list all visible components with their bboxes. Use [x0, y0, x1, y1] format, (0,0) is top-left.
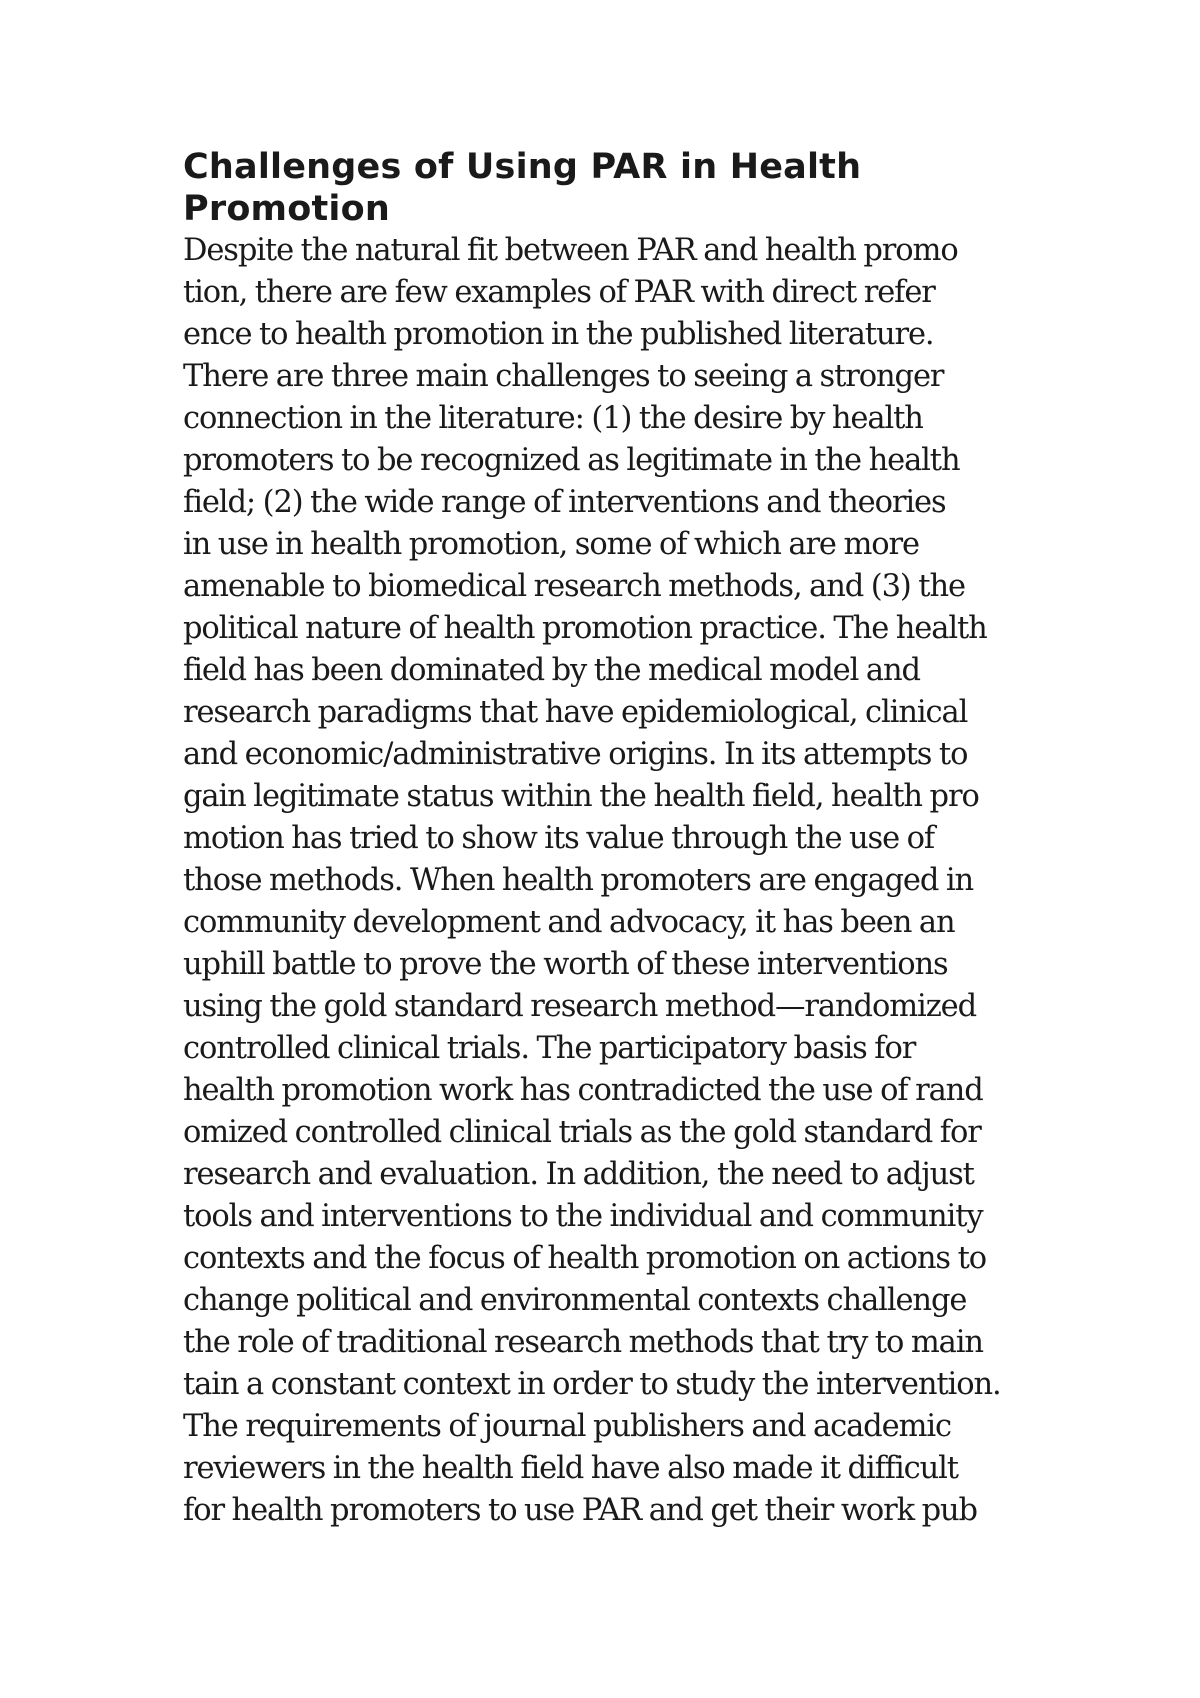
document-content	[183, 146, 1023, 1532]
text-line: and economic/administrative origins. In its attempts to	[183, 737, 968, 772]
text-line: the role of traditional research methods that try to main	[183, 1325, 983, 1360]
text-line: contexts and the focus of health promotion on actions to	[183, 1241, 986, 1276]
text-line: field; (2) the wide range of interventions and theories	[183, 485, 946, 520]
heading-line: Challenges of Using PAR in Health	[183, 147, 862, 187]
text-line: for health promoters to use PAR and get their work pub	[183, 1493, 977, 1528]
text-line: those methods. When health promoters are engaged in	[183, 863, 974, 898]
text-line: in use in health promotion, some of which are more	[183, 527, 919, 562]
text-line: research paradigms that have epidemiological, clinical	[183, 695, 968, 730]
text-line: The requirements of journal publishers and academic	[183, 1409, 951, 1444]
text-line: tion, there are few examples of PAR with direct refer	[183, 275, 935, 310]
text-line: community development and advocacy, it has been an	[183, 905, 955, 940]
text-line: gain legitimate status within the health field, health pro	[183, 779, 979, 814]
text-line: political nature of health promotion practice. The health	[183, 611, 987, 646]
text-line: tain a constant context in order to study the intervention.	[183, 1367, 1001, 1402]
text-line: amenable to biomedical research methods, and (3) the	[183, 569, 965, 604]
text-line: reviewers in the health field have also made it difficult	[183, 1451, 958, 1486]
text-line: motion has tried to show its value through the use of	[183, 821, 935, 856]
heading-line: Promotion	[183, 189, 390, 229]
text-line: promoters to be recognized as legitimate in the health	[183, 443, 960, 478]
text-line: uphill battle to prove the worth of these interventions	[183, 947, 948, 982]
text-line: ence to health promotion in the published literature.	[183, 317, 934, 352]
text-line: change political and environmental contexts challenge	[183, 1283, 967, 1318]
section-heading	[183, 146, 1023, 230]
text-line: connection in the literature: (1) the desire by health	[183, 401, 923, 436]
body-paragraph	[183, 230, 1023, 1532]
text-line: using the gold standard research method—randomized	[183, 989, 977, 1024]
text-line: Despite the natural fit between PAR and health promo	[183, 233, 958, 268]
text-line: field has been dominated by the medical model and	[183, 653, 920, 688]
text-line: tools and interventions to the individual and community	[183, 1199, 983, 1234]
text-line: There are three main challenges to seeing a stronger	[183, 359, 944, 394]
text-line: health promotion work has contradicted the use of rand	[183, 1073, 983, 1108]
text-line: research and evaluation. In addition, the need to adjust	[183, 1157, 974, 1192]
text-line: controlled clinical trials. The participatory basis for	[183, 1031, 916, 1066]
text-line: omized controlled clinical trials as the gold standard for	[183, 1115, 981, 1150]
